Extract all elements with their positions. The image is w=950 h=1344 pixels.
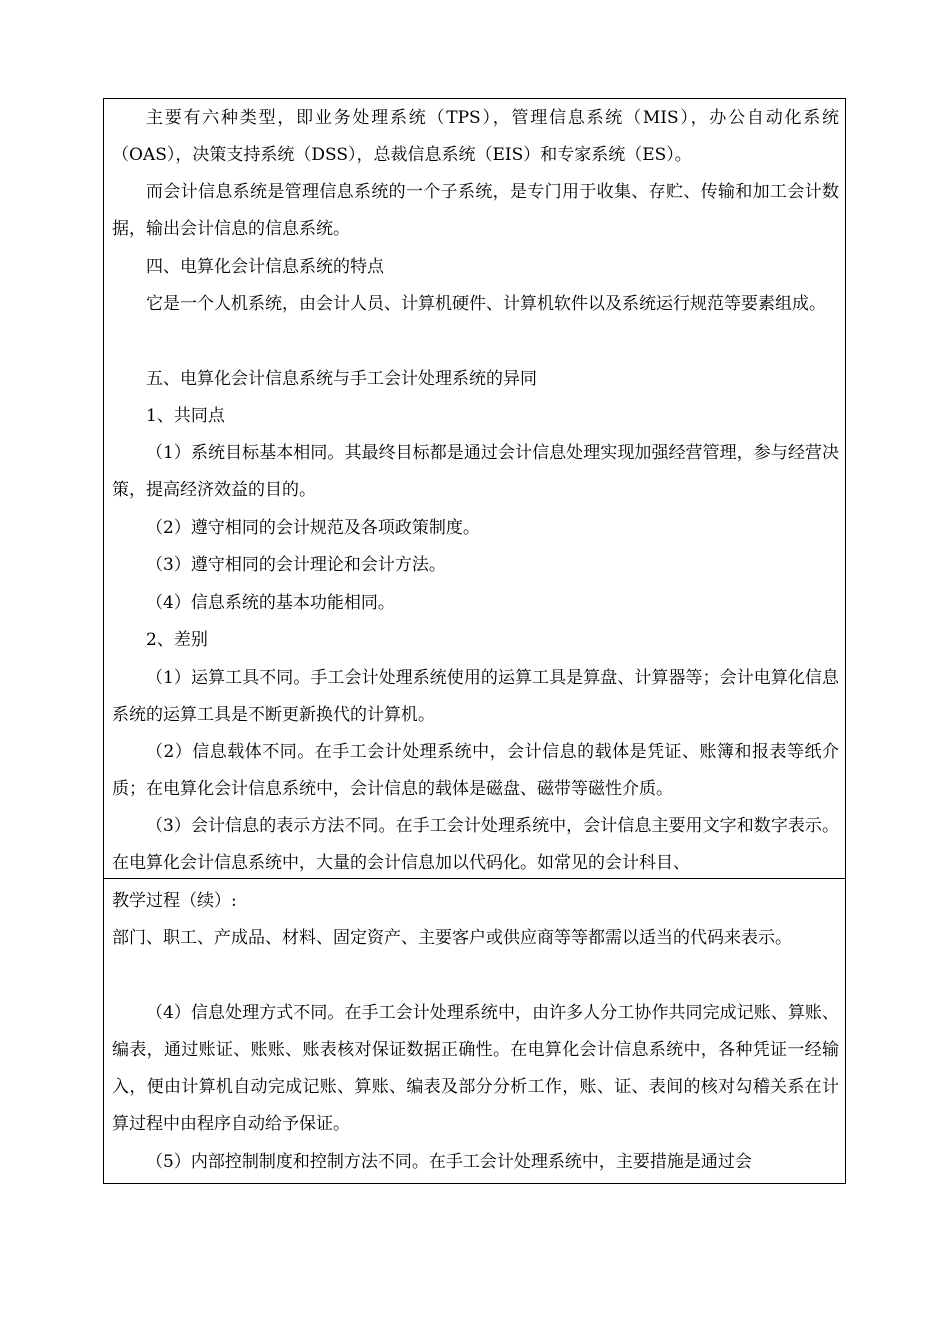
paragraph-difference-2: （2）信息载体不同。在手工会计处理系统中，会计信息的载体是凭证、账簿和报表等纸介质；在电算化会计信息系统中，会计信息的载体是磁盘、磁带等磁性介质。 — [112, 742, 839, 799]
content-box-1 — [103, 98, 846, 879]
paragraph-system-types: 主要有六种类型，即业务处理系统（TPS），管理信息系统（MIS），办公自动化系统（OAS），决策支持系统（DSS），总裁信息系统（EIS）和专家系统（ES）。 — [112, 108, 839, 165]
paragraph-difference-1: （1）运算工具不同。手工会计处理系统使用的运算工具是算盘、计算器等；会计电算化信息系统的运算工具是不断更新换代的计算机。 — [112, 668, 839, 725]
paragraph-similarity-2: （2）遵守相同的会计规范及各项政策制度。 — [146, 518, 480, 538]
paragraph-man-machine: 它是一个人机系统，由会计人员、计算机硬件、计算机软件以及系统运行规范等要素组成。 — [146, 294, 826, 314]
content-box-2 — [103, 878, 846, 1184]
heading-differences: 2、差别 — [146, 630, 208, 650]
paragraph-similarity-1: （1）系统目标基本相同。其最终目标都是通过会计信息处理实现加强经营管理，参与经营决策，提高经济效益的目的。 — [112, 443, 839, 500]
paragraph-similarity-4: （4）信息系统的基本功能相同。 — [146, 593, 395, 613]
heading-section-four: 四、电算化会计信息系统的特点 — [146, 257, 384, 277]
paragraph-similarity-3: （3）遵守相同的会计理论和会计方法。 — [146, 555, 446, 575]
heading-section-five: 五、电算化会计信息系统与手工会计处理系统的异同 — [146, 369, 537, 389]
heading-similarities: 1、共同点 — [146, 406, 225, 426]
paragraph-difference-4: （4）信息处理方式不同。在手工会计处理系统中，由许多人分工协作共同完成记账、算账、编表，通过账证、账账、账表核对保证数据正确性。在电算化会计信息系统中，各种凭证一经输入，便由计算机自动完成记账、算账、编表及部分分析工作，账、证、表间的核对勾稽关系在计算过程中由程序自动给予保证。 — [112, 1003, 839, 1134]
paragraph-difference-5: （5）内部控制制度和控制方法不同。在手工会计处理系统中，主要措施是通过会 — [146, 1152, 752, 1172]
heading-teaching-process-continued: 教学过程（续）: — [112, 891, 237, 911]
paragraph-difference-3: （3）会计信息的表示方法不同。在手工会计处理系统中，会计信息主要用文字和数字表示。在电算化会计信息系统中，大量的会计信息加以代码化。如常见的会计科目、 — [112, 816, 839, 873]
paragraph-accounting-info-system: 而会计信息系统是管理信息系统的一个子系统，是专门用于收集、存贮、传输和加工会计数据，输出会计信息的信息系统。 — [112, 182, 839, 239]
paragraph-code-continuation: 部门、职工、产成品、材料、固定资产、主要客户或供应商等等都需以适当的代码来表示。 — [112, 928, 792, 948]
